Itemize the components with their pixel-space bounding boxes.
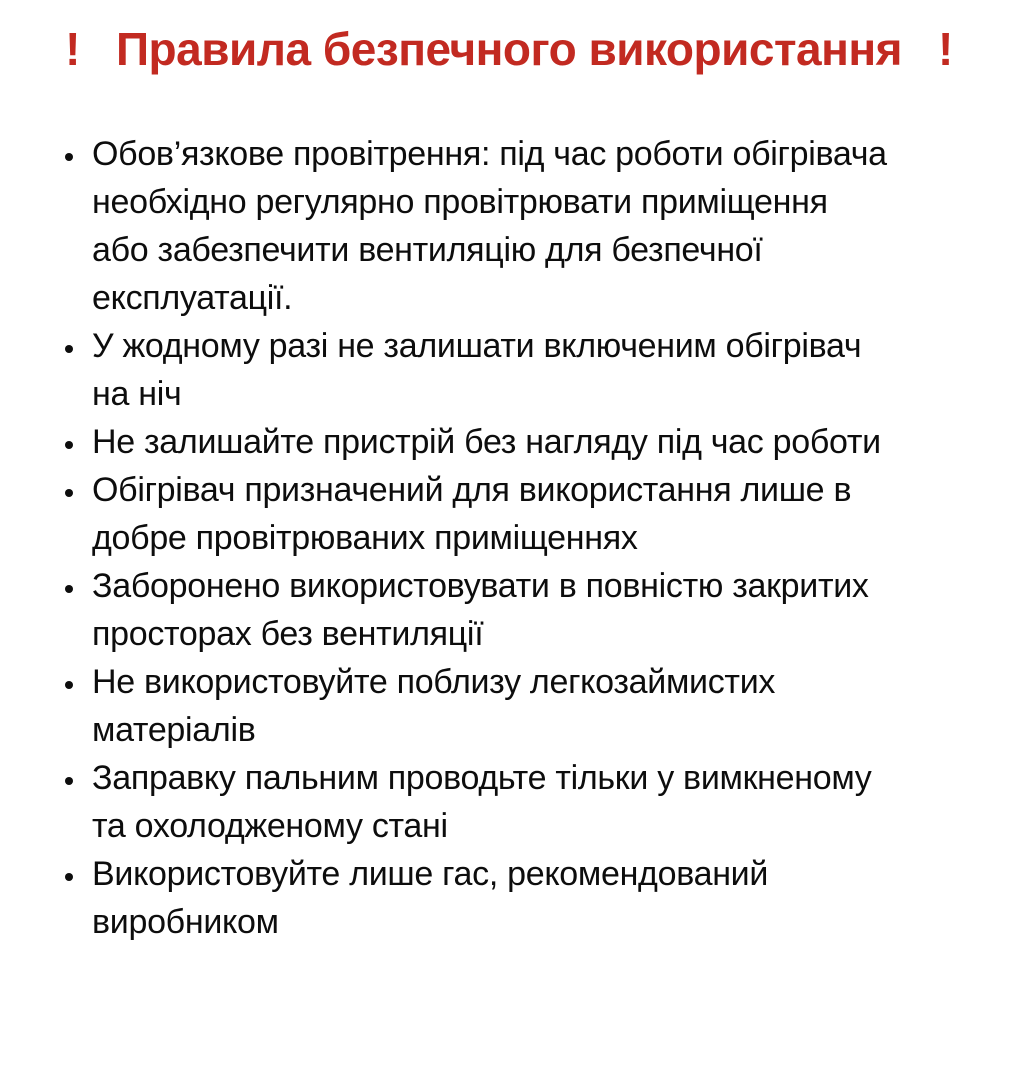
rule-list-item: • Не використовуйте поблизу легкозаймистих матеріалів	[88, 658, 888, 754]
rule-list-item: • Заборонено використовувати в повністю закритих просторах без вентиляції	[88, 562, 888, 658]
page-title	[0, 0, 1018, 76]
rule-list-item: • Використовуйте лише гас, рекомендований виробником	[88, 850, 888, 946]
rule-list-item: • Обігрівач призначений для використання лише в добре провітрюваних приміщеннях	[88, 466, 888, 562]
page-title-text: Правила безпечного використання	[115, 23, 903, 75]
rule-list-item: • Не залишайте пристрій без нагляду під час роботи	[88, 418, 888, 466]
rule-list-item: • Обов’язкове провітрення: під час роботи обігрівача необхідно регулярно провітрювати приміщення або забезпечити вентиляцію для безпечної експлуатації.	[88, 130, 888, 322]
exclamation-right-icon: !	[938, 23, 953, 75]
rules-list	[0, 130, 888, 946]
rule-list-item: • Заправку пальним проводьте тільки у вимкненому та охолодженому стані	[88, 754, 888, 850]
rule-list-item: • У жодному разі не залишати включеним обігрівач на ніч	[88, 322, 888, 418]
exclamation-left-icon: !	[65, 23, 80, 75]
